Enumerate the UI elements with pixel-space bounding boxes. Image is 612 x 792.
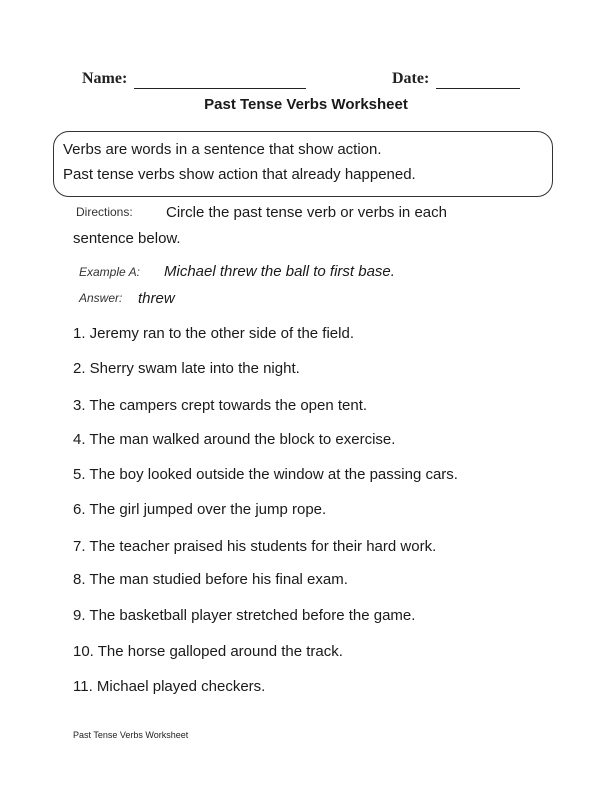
- question-item: 1. Jeremy ran to the other side of the field.: [73, 325, 354, 342]
- example-label: Example A:: [79, 265, 140, 279]
- directions-label: Directions:: [76, 205, 133, 219]
- question-item: 4. The man walked around the block to exercise.: [73, 431, 396, 448]
- question-item: 10. The horse galloped around the track.: [73, 643, 343, 660]
- page-title: Past Tense Verbs Worksheet: [204, 96, 408, 113]
- date-blank-line[interactable]: [436, 88, 520, 89]
- question-item: 3. The campers crept towards the open tent.: [73, 397, 368, 414]
- question-item: 11. Michael played checkers.: [73, 678, 266, 695]
- footer-text: Past Tense Verbs Worksheet: [73, 730, 189, 740]
- question-item: 5. The boy looked outside the window at the passing cars.: [73, 466, 458, 483]
- name-label: Name:: [82, 70, 128, 87]
- question-item: 2. Sherry swam late into the night.: [73, 360, 300, 377]
- directions-text-line-2: sentence below.: [73, 230, 181, 247]
- answer-label: Answer:: [79, 291, 123, 305]
- example-sentence: Michael threw the ball to first base.: [164, 263, 395, 280]
- question-item: 7. The teacher praised his students for their hard work.: [73, 538, 437, 555]
- question-item: 8. The man studied before his final exam.: [73, 571, 348, 588]
- answer-text: threw: [138, 290, 175, 307]
- question-item: 6. The girl jumped over the jump rope.: [73, 501, 327, 518]
- date-label: Date:: [392, 70, 430, 87]
- directions-text-line-1: Circle the past tense verb or verbs in each: [166, 204, 447, 221]
- info-line-1: Verbs are words in a sentence that show action.: [63, 141, 382, 158]
- info-line-2: Past tense verbs show action that already happened.: [63, 166, 416, 183]
- question-item: 9. The basketball player stretched before the game.: [73, 607, 416, 624]
- name-blank-line[interactable]: [134, 88, 306, 89]
